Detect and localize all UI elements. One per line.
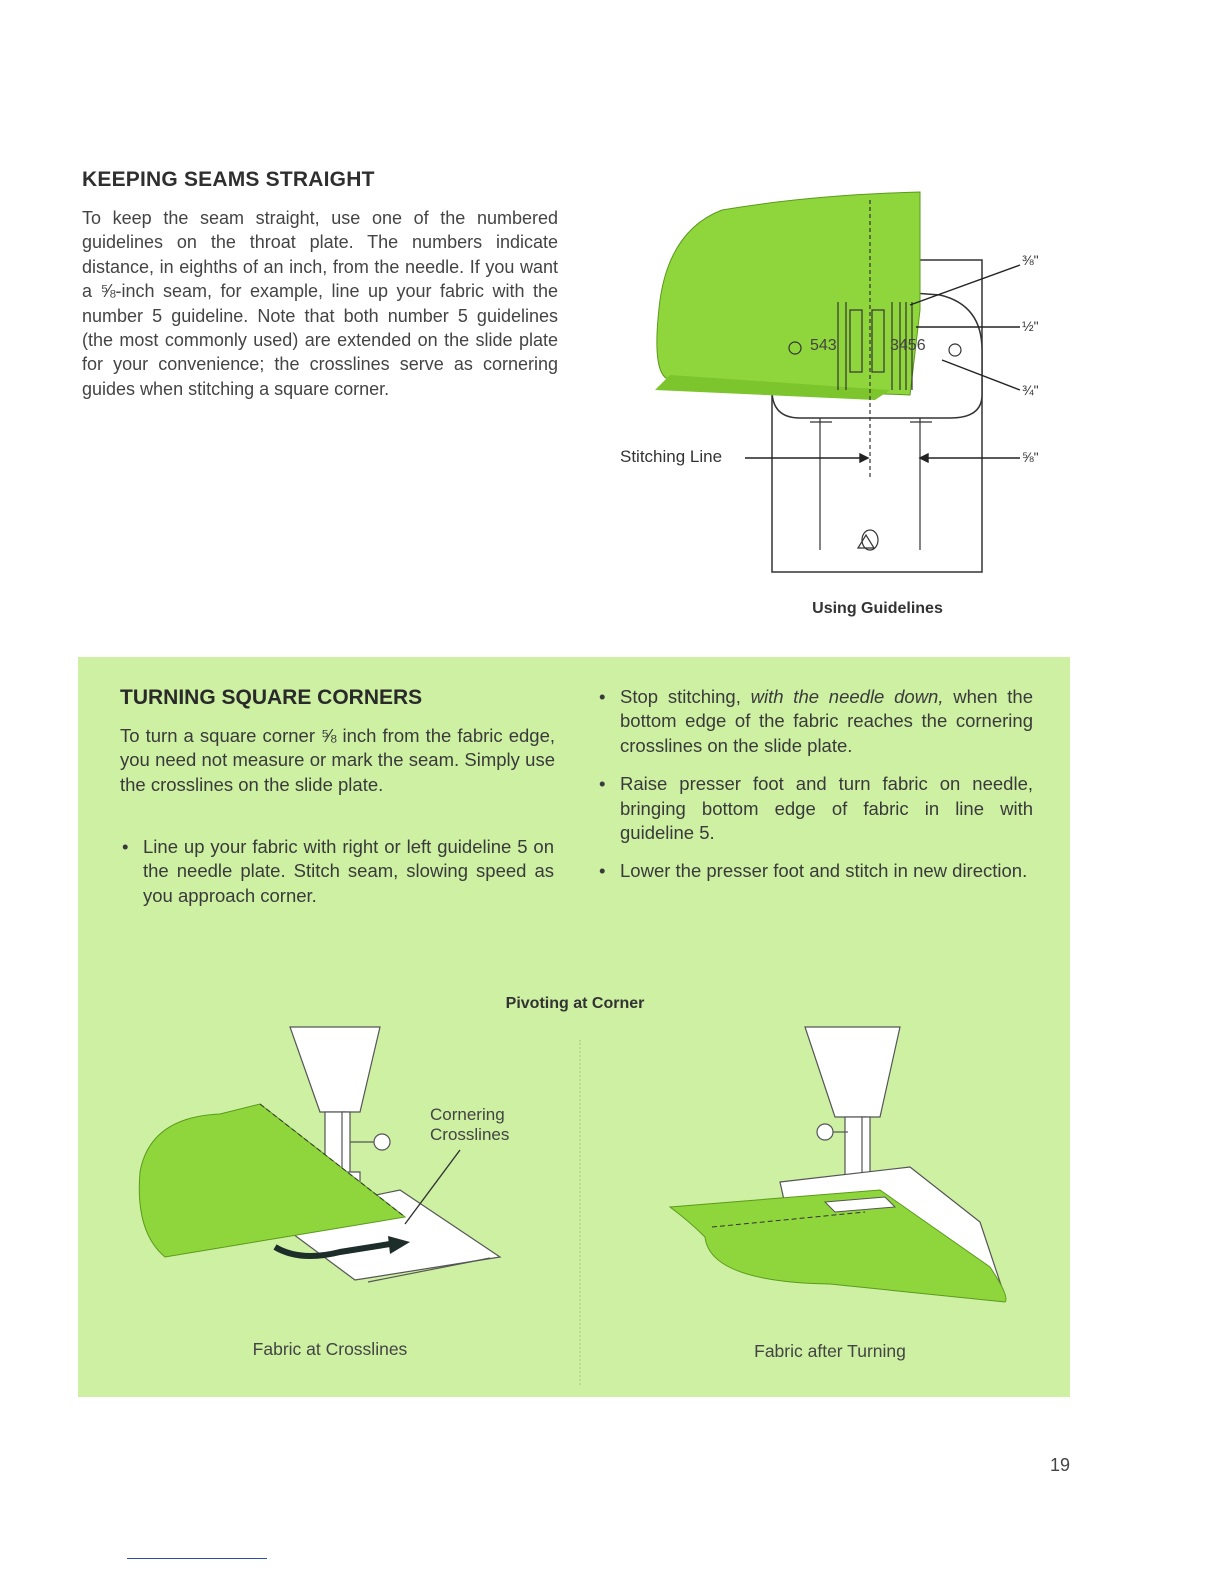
section-intro-turning-corners: To turn a square corner ⅝ inch from the fabric edge, you need not measure or mark the seam. Simply use the crosslines on the slide plate. — [120, 725, 555, 795]
guidelines-illustration — [610, 180, 1080, 580]
list-item — [597, 772, 1033, 845]
measure-label-5-8: ⅝" — [1022, 449, 1039, 465]
bullet-icon: • — [599, 686, 606, 707]
bullet-icon: • — [122, 836, 129, 857]
step-text: Lower the presser foot and stitch in new direction. — [620, 860, 1028, 882]
list-item — [597, 685, 1033, 758]
measure-label-3-4: ¾" — [1022, 382, 1039, 398]
figure-caption-using-guidelines: Using Guidelines — [812, 600, 943, 617]
list-item — [120, 835, 554, 908]
figure-caption-fabric-at-crosslines: Fabric at Crosslines — [252, 1339, 408, 1359]
column-divider — [579, 1040, 581, 1385]
step-text-before: Stop stitching, — [620, 686, 751, 707]
section-heading-turning-square-corners: TURNING SQUARE CORNERS — [120, 686, 423, 709]
steps-right-column — [597, 685, 1033, 898]
steps-left-column — [120, 835, 554, 922]
step-text: Raise presser foot and turn fabric on needle, bringing bottom edge of fabric in line with guideline 5. — [620, 773, 1033, 844]
step-text-emphasis: with the needle down, — [750, 686, 944, 707]
section-heading-keeping-seams-straight: KEEPING SEAMS STRAIGHT — [82, 168, 375, 191]
list-item — [597, 859, 1033, 883]
bullet-icon: • — [599, 860, 606, 882]
plate-numbers-left: 543 — [810, 337, 837, 354]
callout-crosslines: Crosslines — [430, 1125, 510, 1144]
measure-label-3-8: ⅜" — [1022, 252, 1039, 268]
footer-rule — [127, 1558, 267, 1559]
callout-cornering: Cornering — [430, 1105, 505, 1124]
page-number: 19 — [1049, 1455, 1070, 1475]
figure-caption-fabric-after-turning: Fabric after Turning — [754, 1341, 906, 1361]
step-text: Line up your fabric with right or left guideline 5 on the needle plate. Stitch seam, slowing speed as you approach corner. — [143, 836, 554, 906]
fabric-at-crosslines-illustration — [120, 1022, 560, 1337]
step-text-after: when the bottom edge of the fabric reaches the cornering crosslines on the slide plate. — [620, 686, 1033, 756]
plate-numbers-right: 3456 — [890, 337, 926, 354]
section-body-keeping-seams: To keep the seam straight, use one of the numbered guidelines on the throat plate. The numbers indicate distance, in eighths of an inch, from the needle. If you want a ⅝-inch seam, for example, line up your fabric with the number 5 guideline. Note that both number 5 guidelines (the most commonly used) are extended on the slide plate for your convenience; the crosslines serve as cornering guides when stitching a square corner. — [82, 208, 558, 399]
stitching-line-label: Stitching Line — [620, 447, 723, 466]
measure-label-1-2: ½" — [1022, 318, 1039, 334]
bullet-icon: • — [599, 773, 606, 795]
fabric-after-turning-illustration — [650, 1022, 1040, 1337]
figure-caption-pivoting-at-corner: Pivoting at Corner — [505, 995, 645, 1012]
